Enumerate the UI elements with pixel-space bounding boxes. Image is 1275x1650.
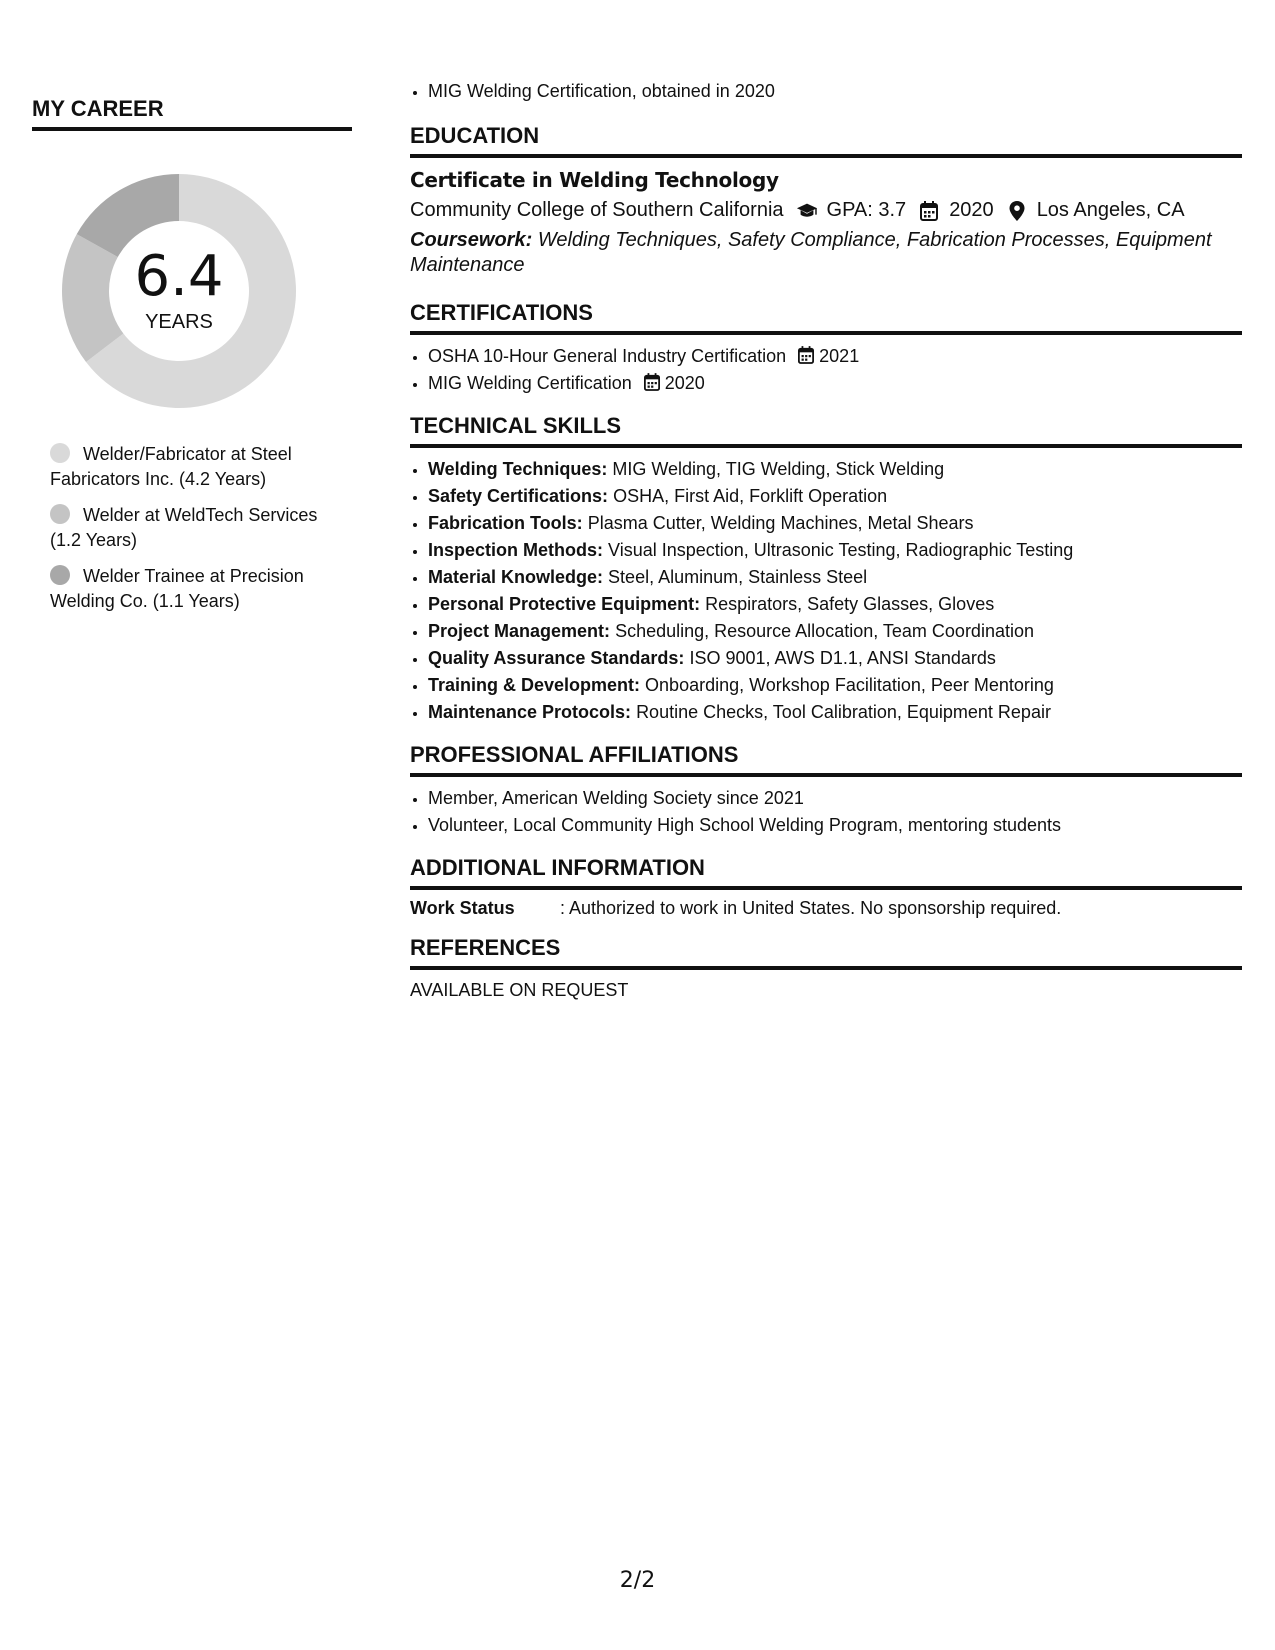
references-text: AVAILABLE ON REQUEST bbox=[410, 980, 629, 1000]
affiliations-section bbox=[410, 742, 1242, 839]
section-title: CERTIFICATIONS bbox=[410, 300, 1242, 335]
skill-item bbox=[428, 564, 1242, 591]
skill-label: Safety Certifications: bbox=[428, 486, 609, 506]
continued-list bbox=[410, 78, 1242, 105]
skill-item bbox=[428, 537, 1242, 564]
legend-dot-icon bbox=[50, 565, 70, 585]
calendar-icon bbox=[918, 201, 940, 221]
skill-label: Personal Protective Equipment: bbox=[428, 594, 701, 614]
work-status-value: : Authorized to work in United States. No sponsorship required. bbox=[560, 898, 1062, 918]
certification-name: OSHA 10-Hour General Industry Certification bbox=[428, 346, 787, 366]
skill-item bbox=[428, 699, 1242, 726]
list-item bbox=[428, 343, 1242, 370]
skill-value: Onboarding, Workshop Facilitation, Peer Mentoring bbox=[645, 675, 1054, 695]
certification-name: MIG Welding Certification bbox=[428, 373, 632, 393]
affiliations-list bbox=[410, 785, 1242, 839]
education-year: 2020 bbox=[949, 199, 994, 221]
skill-value: Plasma Cutter, Welding Machines, Metal Shears bbox=[587, 513, 974, 533]
career-donut-chart bbox=[54, 166, 304, 416]
references-section bbox=[410, 935, 1242, 1001]
skill-value: Routine Checks, Tool Calibration, Equipment Repair bbox=[636, 702, 1051, 722]
skill-item bbox=[428, 672, 1242, 699]
career-legend bbox=[50, 442, 352, 614]
skill-label: Quality Assurance Standards: bbox=[428, 648, 685, 668]
certification-year: 2021 bbox=[819, 346, 860, 366]
skill-label: Training & Development: bbox=[428, 675, 641, 695]
coursework-text: Welding Techniques, Safety Compliance, Fabrication Processes, Equipment Maintenance bbox=[410, 229, 1212, 276]
skill-item bbox=[428, 456, 1242, 483]
skill-value: ISO 9001, AWS D1.1, ANSI Standards bbox=[689, 648, 996, 668]
career-sidebar bbox=[32, 96, 352, 625]
skill-label: Welding Techniques: bbox=[428, 459, 608, 479]
career-total-years: 6.4 bbox=[134, 243, 224, 309]
skill-item bbox=[428, 483, 1242, 510]
skill-value: Scheduling, Resource Allocation, Team Coordination bbox=[615, 621, 1034, 641]
skill-value: OSHA, First Aid, Forklift Operation bbox=[613, 486, 888, 506]
skill-item bbox=[428, 645, 1242, 672]
donut-center bbox=[54, 166, 304, 416]
skill-label: Project Management: bbox=[428, 621, 611, 641]
skill-item bbox=[428, 591, 1242, 618]
calendar-icon bbox=[644, 373, 662, 391]
section-title: TECHNICAL SKILLS bbox=[410, 413, 1242, 448]
legend-item bbox=[50, 503, 352, 553]
section-title: REFERENCES bbox=[410, 935, 1242, 970]
page-number: 2/2 bbox=[619, 1568, 656, 1593]
legend-item bbox=[50, 442, 352, 492]
skill-label: Material Knowledge: bbox=[428, 567, 604, 587]
legend-label: Welder Trainee at Precision Welding Co. (1.1 Years) bbox=[50, 566, 304, 611]
additional-section bbox=[410, 855, 1242, 919]
legend-dot-icon bbox=[50, 504, 70, 524]
skills-list bbox=[410, 456, 1242, 726]
calendar-icon bbox=[798, 346, 816, 364]
education-location: Los Angeles, CA bbox=[1036, 199, 1185, 221]
skill-item bbox=[428, 510, 1242, 537]
skill-value: Visual Inspection, Ultrasonic Testing, Radiographic Testing bbox=[608, 540, 1074, 560]
skill-label: Maintenance Protocols: bbox=[428, 702, 632, 722]
skill-value: MIG Welding, TIG Welding, Stick Welding bbox=[612, 459, 945, 479]
legend-label: Welder at WeldTech Services (1.2 Years) bbox=[50, 505, 318, 550]
list-item: • Member, American Welding Society since 2021 bbox=[428, 785, 1242, 812]
skills-section bbox=[410, 413, 1242, 726]
main-content bbox=[410, 78, 1242, 1001]
education-school: Community College of Southern California bbox=[410, 199, 784, 221]
skill-value: Respirators, Safety Glasses, Gloves bbox=[705, 594, 995, 614]
certifications-section bbox=[410, 300, 1242, 397]
graduation-cap-icon bbox=[796, 201, 818, 221]
work-status-label: Work Status bbox=[410, 898, 515, 918]
skill-value: Steel, Aluminum, Stainless Steel bbox=[608, 567, 868, 587]
coursework-label: Coursework: bbox=[410, 229, 533, 251]
education-gpa: GPA: 3.7 bbox=[826, 199, 907, 221]
map-pin-icon bbox=[1006, 201, 1028, 221]
career-total-unit: YEARS bbox=[145, 310, 213, 333]
section-title: EDUCATION bbox=[410, 123, 1242, 158]
certifications-list bbox=[410, 343, 1242, 397]
certification-year: 2020 bbox=[664, 373, 705, 393]
list-item: • MIG Welding Certification, obtained in 2020 bbox=[428, 78, 1242, 105]
legend-label: Welder/Fabricator at Steel Fabricators Inc. (4.2 Years) bbox=[50, 444, 292, 489]
education-section bbox=[410, 123, 1242, 278]
list-item bbox=[428, 370, 1242, 397]
list-item: • Volunteer, Local Community High School Welding Program, mentoring students bbox=[428, 812, 1242, 839]
legend-dot-icon bbox=[50, 443, 70, 463]
work-status-row bbox=[410, 898, 1242, 919]
education-meta bbox=[410, 199, 1242, 222]
skill-label: Fabrication Tools: bbox=[428, 513, 583, 533]
legend-item bbox=[50, 564, 352, 614]
section-title: PROFESSIONAL AFFILIATIONS bbox=[410, 742, 1242, 777]
education-coursework bbox=[410, 228, 1242, 278]
skill-label: Inspection Methods: bbox=[428, 540, 603, 560]
education-degree: Certificate in Welding Technology bbox=[410, 168, 779, 192]
section-title: ADDITIONAL INFORMATION bbox=[410, 855, 1242, 890]
skill-item bbox=[428, 618, 1242, 645]
career-title: MY CAREER bbox=[32, 96, 352, 131]
